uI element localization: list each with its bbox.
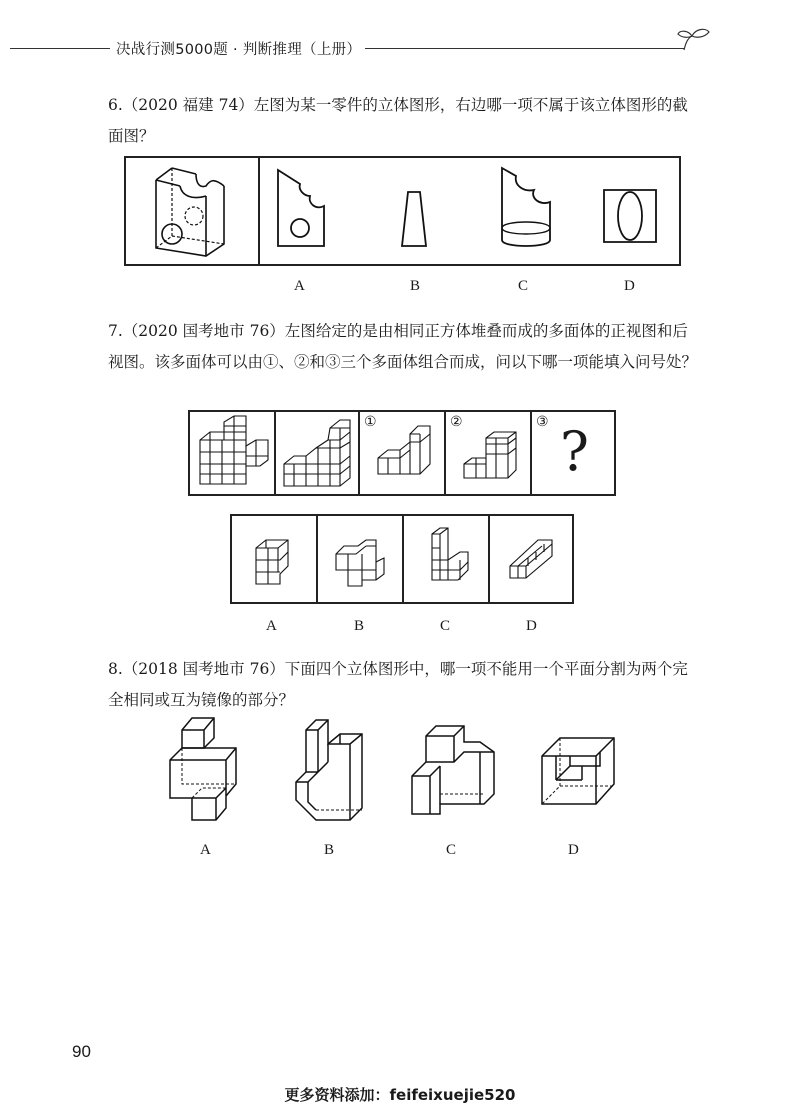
q7-marker-1: ① <box>364 414 377 430</box>
header-title: 决战行测5000题 · 判断推理（上册） <box>112 38 365 59</box>
q7-front-view-figure <box>190 412 274 494</box>
question-8-text: 8.（2018 国考地市 76）下面四个立体图形中，哪一项不能用一个平面分割为两个完全相同或互为镜像的部分？ <box>108 660 688 709</box>
q6-label-c: C <box>518 278 529 294</box>
q6-option-a-figure <box>274 166 330 250</box>
q8-option-d-figure <box>536 734 620 810</box>
q8-option-b-figure <box>286 714 376 824</box>
page-number: 90 <box>72 1042 91 1061</box>
q6-label-b: B <box>410 278 421 294</box>
q7-marker-2: ② <box>450 414 463 430</box>
q7-label-c: C <box>440 618 451 634</box>
q7-label-d: D <box>526 618 537 634</box>
q7-option-c-figure <box>404 516 488 602</box>
q8-label-d: D <box>568 842 579 858</box>
q7-part-2-cell <box>444 410 532 496</box>
q6-option-b-figure <box>398 188 432 250</box>
q7-question-mark: ? <box>560 420 589 483</box>
q8-label-b: B <box>324 842 335 858</box>
q6-label-d: D <box>624 278 635 294</box>
q7-option-a-cell <box>230 514 318 604</box>
q7-part-1-cell <box>358 410 446 496</box>
header-rule-right <box>336 48 684 49</box>
q6-option-d-figure <box>600 186 660 246</box>
q7-front-view-cell <box>188 410 276 496</box>
q8-option-a-figure <box>160 712 248 828</box>
q7-option-d-figure <box>490 516 572 602</box>
q7-option-c-cell <box>402 514 490 604</box>
q7-back-view-figure <box>276 412 358 494</box>
question-7-text: 7.（2020 国考地市 76）左图给定的是由相同正方体堆叠而成的多面体的正视图和后视图。该多面体可以由①、②和③三个多面体组合而成，问以下哪一项能填入问号处？ <box>108 322 698 371</box>
q6-option-c-figure <box>494 164 556 252</box>
header-rule-left <box>10 48 110 49</box>
q6-solid-figure <box>148 160 248 260</box>
sprout-icon <box>676 26 712 52</box>
q8-option-c-figure <box>402 722 502 818</box>
footer-contact: 更多资料添加：feifeixuejie520 <box>284 1086 516 1104</box>
question-6-text: 6.（2020 福建 74）左图为某一零件的立体图形，右边哪一项不属于该立体图形的截面图？ <box>108 96 688 145</box>
q7-back-view-cell <box>274 410 360 496</box>
q6-divider <box>258 156 260 266</box>
q7-option-b-figure <box>318 516 402 602</box>
q7-label-a: A <box>266 618 277 634</box>
q8-label-a: A <box>200 842 211 858</box>
q7-label-b: B <box>354 618 365 634</box>
q7-option-b-cell <box>316 514 404 604</box>
q7-option-d-cell <box>488 514 574 604</box>
q7-part-3-cell <box>530 410 616 496</box>
q6-label-a: A <box>294 278 305 294</box>
q7-option-a-figure <box>232 516 316 602</box>
q7-marker-3: ③ <box>536 414 549 430</box>
q8-label-c: C <box>446 842 457 858</box>
